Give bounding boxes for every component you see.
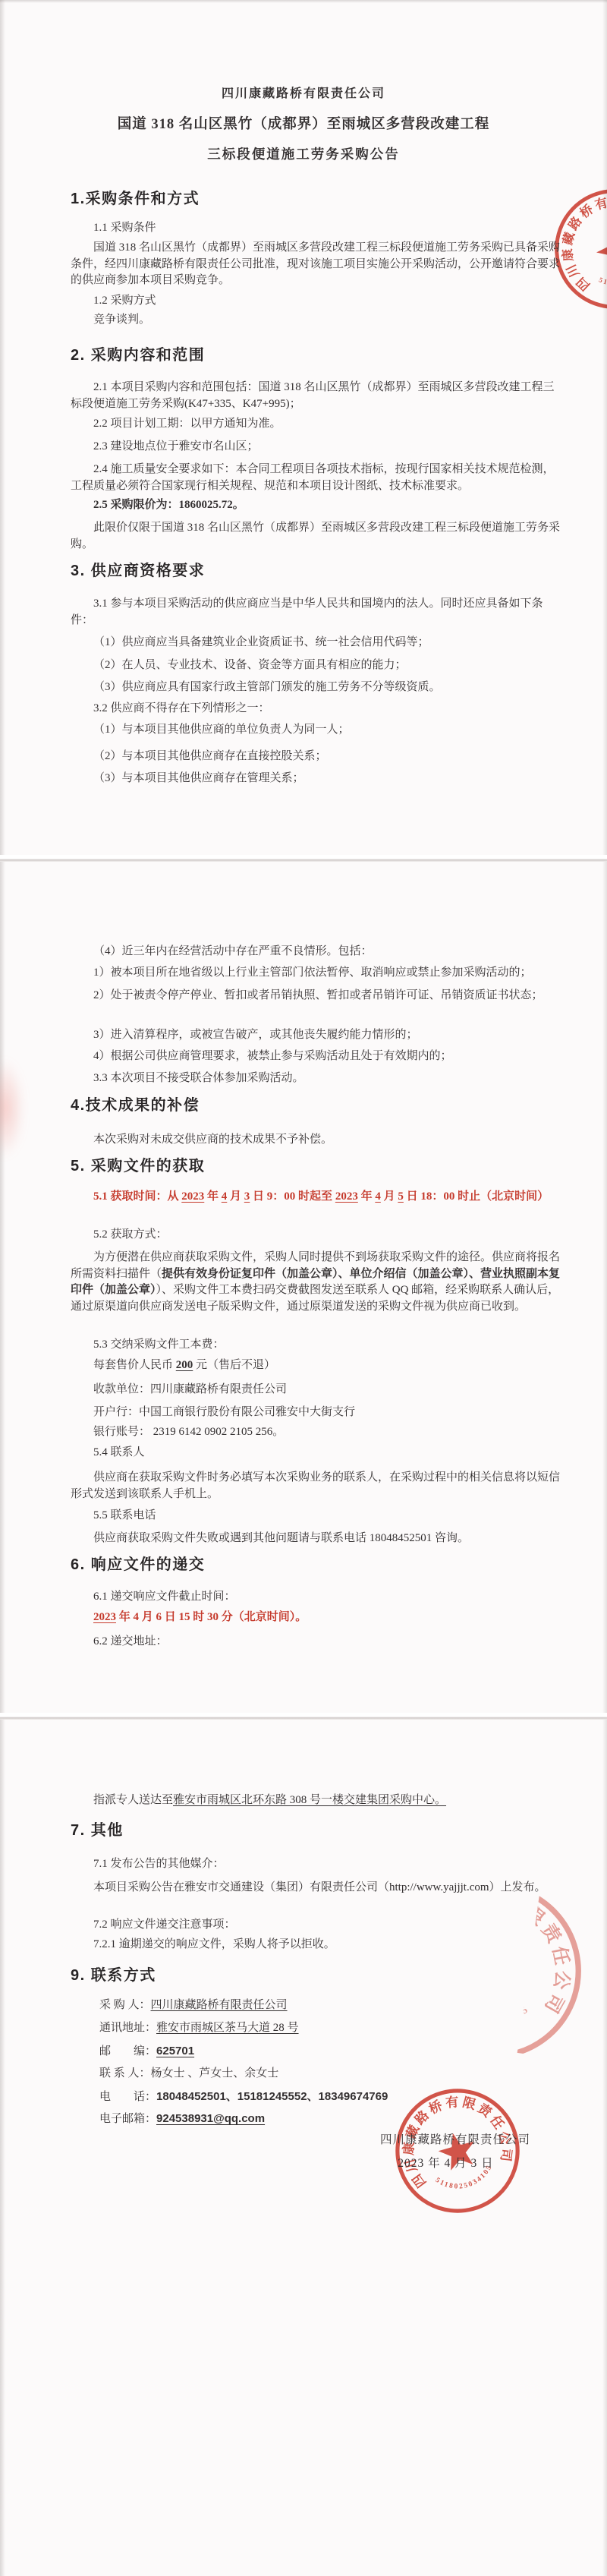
para-5-1-obtain-time: 5.1 获取时间：从 2023 年 4 月 3 日 9：00 时起至 2023 年 4 月 5 日 18：00 时止（北京时间） <box>93 1190 549 1203</box>
para-account: 银行账号： 2319 6142 0902 2105 256。 <box>93 1426 285 1438</box>
clause-7-2-1: 7.2.1 逾期递交的响应文件，采购人将予以拒收。 <box>93 1938 335 1950</box>
email-value: 924538931@qq.com <box>156 2112 266 2125</box>
para-3-3: 3.3 本次项目不接受联合体参加采购活动。 <box>93 1072 304 1084</box>
deadline-year: 2023 <box>93 1611 116 1623</box>
required-documents-bold: 提供有效身份证复印件（加盖公章）、单位介绍信（加盖公章）、营业执照副本复印件（加盖公章） <box>71 1267 561 1296</box>
doc-title-notice: 三标段便道施工劳务采购公告 <box>207 147 400 162</box>
subitem-3-2-4-2: 2）处于被责令停产停业、暂扣或者吊销执照、暂扣或者吊销许可证、吊销资质证书状态； <box>93 989 543 1001</box>
doc-title-company: 四川康藏路桥有限责任公司 <box>221 87 385 100</box>
para-3-2: 3.2 供应商不得存在下列情形之一： <box>93 702 270 714</box>
clause-7-2: 7.2 响应文件递交注意事项： <box>93 1919 236 1931</box>
contact-postcode: 邮 编：625701 <box>99 2045 195 2057</box>
para-2-limit-note: 此限价仅限于国道 318 名山区黑竹（成都界）至雨城区多营段改建工程三标段便道施工劳务采购。 <box>71 522 561 550</box>
postcode-value: 625701 <box>156 2045 195 2057</box>
para-4: 本次采购对未成交供应商的技术成果不予补偿。 <box>93 1134 333 1146</box>
contact-persons: 联 系 人：杨女士 、芦女士、余女士 <box>99 2067 279 2079</box>
clause-5-4: 5.4 联系人 <box>93 1446 145 1458</box>
obtain-day-end: 5 <box>398 1190 404 1203</box>
section-4-heading: 4.技术成果的补偿 <box>71 1097 200 1114</box>
subitem-3-2-4-3: 3）进入清算程序，或被宣告破产，或其他丧失履约能力情形的； <box>93 1029 418 1041</box>
subitem-3-2-4-4: 4）根据公司供应商管理要求，被禁止参与采购活动且处于有效期内的； <box>93 1050 452 1062</box>
para-deadline: 2023 年 4 月 6 日 15 时 30 分（北京时间）。 <box>93 1611 307 1623</box>
obtain-year-start: 2023 <box>181 1190 205 1203</box>
obtain-month-start: 4 <box>221 1190 228 1203</box>
clause-5-5: 5.5 联系电话 <box>93 1509 156 1521</box>
section-7-heading: 7. 其他 <box>71 1822 124 1839</box>
section-5-heading: 5. 采购文件的获取 <box>71 1158 206 1174</box>
clause-6-1: 6.1 递交响应文件截止时间： <box>93 1591 236 1603</box>
item-3-1-3: （3）供应商应具有国家行政主管部门颁发的施工劳务不分等级资质。 <box>93 681 441 693</box>
section-6-heading: 6. 响应文件的递交 <box>71 1556 206 1573</box>
signature-date: 2023 年 4 月 3 日 <box>398 2157 494 2170</box>
item-3-2-4: （4）近三年内在经营活动中存在严重不良情形。包括： <box>93 945 373 957</box>
para-7-1: 本项目采购公告在雅安市交通建设（集团）有限责任公司（http://www.yajjjt.com）上发布。 <box>93 1881 546 1893</box>
obtain-time-text: 5.1 获取时间：从 <box>93 1190 182 1203</box>
para-1-2: 竞争谈判。 <box>93 314 151 326</box>
clause-5-2: 5.2 获取方式： <box>93 1228 168 1241</box>
para-3-1: 3.1 参与本项目采购活动的供应商应当是中华人民共和国境内的法人。同时还应具备如下条件： <box>71 597 543 626</box>
para-2-5-price-limit: 2.5 采购限价为：1860025.72。 <box>93 499 244 511</box>
subitem-3-2-4-1: 1）被本项目所在地省级以上行业主管部门依法暂停、取消响应或禁止参加采购活动的； <box>93 966 532 979</box>
clause-1-2: 1.2 采购方式 <box>93 295 156 307</box>
section-2-heading: 2. 采购内容和范围 <box>71 347 206 364</box>
signature-company: 四川康藏路桥有限责任公司 <box>379 2133 530 2146</box>
para-2-4: 2.4 施工质量安全要求如下：本合同工程项目各项技术指标，按现行国家相关技术规范检测，工程质量必须符合国家现行相关规程、规范和本项目设计图纸、技术标准要求。 <box>71 463 555 492</box>
page-break-1 <box>0 855 607 862</box>
para-payee: 收款单位：四川康藏路桥有限责任公司 <box>93 1383 288 1395</box>
para-2-1: 2.1 本项目采购内容和范围包括：国道 318 名山区黑竹（成都界）至雨城区多营段改建工程三标段便道施工劳务采购(K47+335、K47+995)； <box>71 381 555 410</box>
scan-edge-left <box>0 0 5 2576</box>
obtain-day-start: 3 <box>244 1190 250 1203</box>
contact-email: 电子邮箱：924538931@qq.com <box>99 2112 266 2125</box>
clause-6-2: 6.2 递交地址： <box>93 1635 168 1647</box>
contact-purchaser: 采 购 人：四川康藏路桥有限责任公司 <box>99 1999 288 2011</box>
obtain-year-end: 2023 <box>335 1190 358 1203</box>
para-5-4: 供应商在获取采购文件时务必填写本次采购业务的联系人，在采购过程中的相关信息将以短信形式发送到该联系人手机上。 <box>71 1471 561 1500</box>
item-3-1-1: （1）供应商应当具备建筑业企业资质证书、统一社会信用代码等； <box>93 636 429 648</box>
delivery-address-underlined: 雅安市雨城区北环东路 308 号一楼交建集团采购中心。 <box>173 1794 447 1806</box>
stamp-bleed-mark <box>0 1059 24 1158</box>
obtain-month-end: 4 <box>375 1190 381 1203</box>
para-2-3: 2.3 建设地点位于雅安市名山区； <box>93 440 259 452</box>
section-9-heading: 9. 联系方式 <box>71 1967 156 1984</box>
contact-phones: 电 话：18048452501、15181245552、18349674769 <box>99 2090 388 2103</box>
clause-7-1: 7.1 发布公告的其他媒介： <box>93 1858 225 1870</box>
para-price: 每套售价人民币 200 元（售后不退） <box>93 1359 276 1371</box>
doc-title-project: 国道 318 名山区黑竹（成都界）至雨城区多营段改建工程 <box>117 117 490 132</box>
item-3-2-1: （1）与本项目其他供应商的单位负责人为同一人； <box>93 724 350 736</box>
purchaser-name: 四川康藏路桥有限责任公司 <box>150 1999 288 2011</box>
page-break-2 <box>0 1713 607 1720</box>
para-2-2: 2.2 项目计划工期：以甲方通知为准。 <box>93 418 281 430</box>
para-5-5: 供应商获取采购文件失败或遇到其他问题请与联系电话 18048452501 咨询。 <box>93 1532 470 1544</box>
section-1-heading: 1.采购条件和方式 <box>71 191 200 207</box>
scan-edge-right <box>602 0 607 2576</box>
item-3-1-2: （2）在人员、专业技术、设备、资金等方面具有相应的能力； <box>93 659 407 671</box>
contact-person-names: 杨女士 、芦女士、余女士 <box>150 2067 279 2079</box>
para-bank: 开户行：中国工商银行股份有限公司雅安中大街支行 <box>93 1406 356 1418</box>
para-1-1: 国道 318 名山区黑竹（成都界）至雨城区多营段改建工程三标段便道施工劳务采购已具备采购条件，经四川康藏路桥有限责任公司批准，现对该施工项目实施公开采购活动，公开邀请符合要求的供应商参加本项目采购竞争。 <box>71 241 561 286</box>
item-3-2-2: （2）与本项目其他供应商存在直接控股关系； <box>93 750 327 762</box>
clause-5-3: 5.3 交纳采购文件工本费： <box>93 1338 225 1351</box>
para-delivery-address: 指派专人送达至雅安市雨城区北环东路 308 号一楼交建集团采购中心。 <box>93 1794 447 1806</box>
phone-numbers: 18048452501、15181245552、18349674769 <box>156 2090 388 2103</box>
item-3-2-3: （3）与本项目其他供应商存在管理关系； <box>93 772 304 784</box>
scan-edge-top <box>0 0 607 3</box>
section-3-heading: 3. 供应商资格要求 <box>71 563 206 579</box>
contact-address: 通讯地址：雅安市雨城区茶马大道 28 号 <box>99 2022 299 2034</box>
para-5-2: 为方便潜在供应商获取采购文件，采购人同时提供不到场获取采购文件的途径。供应商将报名所需资料扫描件（提供有效身份证复印件（加盖公章）、单位介绍信（加盖公章）、营业执照副本复印件（加盖公章））、采购文件工本费扫码交费截图发送至联系人 QQ 邮箱，经采购联系人确认后，通过原渠道向供应商发送电子版采购文件，通过原渠道发送的采购文件视为供应商已收到。 <box>71 1251 561 1313</box>
price-amount: 200 <box>175 1359 193 1371</box>
address-value: 雅安市雨城区茶马大道 28 号 <box>156 2022 299 2034</box>
clause-1-1: 1.1 采购条件 <box>93 222 156 234</box>
